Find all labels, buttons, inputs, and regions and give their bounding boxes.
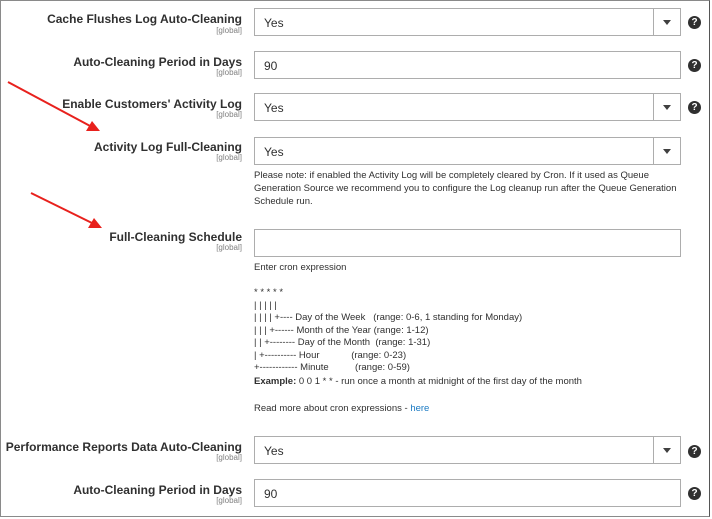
- auto-period-value: 90: [264, 59, 278, 73]
- example-text: 0 0 1 * * - run once a month at midnight of the first day of the month: [296, 376, 582, 387]
- enable-activity-scope: [global]: [216, 110, 242, 119]
- cache-flushes-scope: [global]: [216, 26, 242, 35]
- cron-line: | +---------- Hour (range: 0-23): [254, 350, 407, 361]
- auto-period-2-scope: [global]: [216, 496, 242, 505]
- full-schedule-scope: [global]: [216, 243, 242, 252]
- cron-line: * * * * *: [254, 287, 284, 298]
- help-icon[interactable]: ?: [688, 59, 701, 72]
- activity-full-note: Please note: if enabled the Activity Log will be completely cleared by Cron. If it used as Queue Generation Source we recommend you to configure the Log cleanup run after the Queue Generation Schedule run.: [254, 170, 677, 207]
- auto-period-2-label: Auto-Cleaning Period in Days: [73, 483, 242, 497]
- example-label: Example:: [254, 376, 297, 387]
- activity-full-label: Activity Log Full-Cleaning: [93, 140, 242, 154]
- auto-period-scope: [global]: [216, 68, 242, 77]
- cron-line: | | | | |: [254, 300, 277, 311]
- help-icon[interactable]: ?: [688, 487, 701, 500]
- help-icon[interactable]: ?: [688, 445, 701, 458]
- red-arrow-icon: [31, 193, 102, 228]
- cron-help-link[interactable]: here: [410, 403, 430, 414]
- cron-line: +------------ Minute (range: 0-59): [254, 362, 410, 373]
- enable-activity-value: Yes: [264, 101, 284, 115]
- help-icon[interactable]: ?: [688, 101, 701, 114]
- read-more-text: Read more about cron expressions -: [254, 403, 411, 414]
- cron-line: | | +-------- Day of the Month (range: 1-31): [254, 337, 431, 348]
- perf-reports-label: Performance Reports Data Auto-Cleaning: [5, 440, 242, 454]
- auto-period-label: Auto-Cleaning Period in Days: [73, 55, 242, 69]
- auto-period-2-value: 90: [264, 487, 278, 501]
- cron-line: | | | | +---- Day of the Week (range: 0-6, 1 standing for Monday): [254, 312, 523, 323]
- perf-reports-scope: [global]: [216, 453, 242, 462]
- perf-reports-value: Yes: [264, 444, 284, 458]
- help-icon[interactable]: ?: [688, 16, 701, 29]
- cache-flushes-value: Yes: [264, 16, 284, 30]
- activity-full-scope: [global]: [216, 153, 242, 162]
- full-schedule-label: Full-Cleaning Schedule: [109, 230, 242, 244]
- cache-flushes-label: Cache Flushes Log Auto-Cleaning: [47, 12, 242, 26]
- enable-activity-label: Enable Customers' Activity Log: [62, 97, 242, 111]
- red-arrow-icon: [8, 82, 100, 131]
- cron-line: | | | +------ Month of the Year (range: 1-12): [254, 325, 429, 336]
- cron-hint: Enter cron expression: [254, 262, 347, 273]
- activity-full-value: Yes: [264, 145, 284, 159]
